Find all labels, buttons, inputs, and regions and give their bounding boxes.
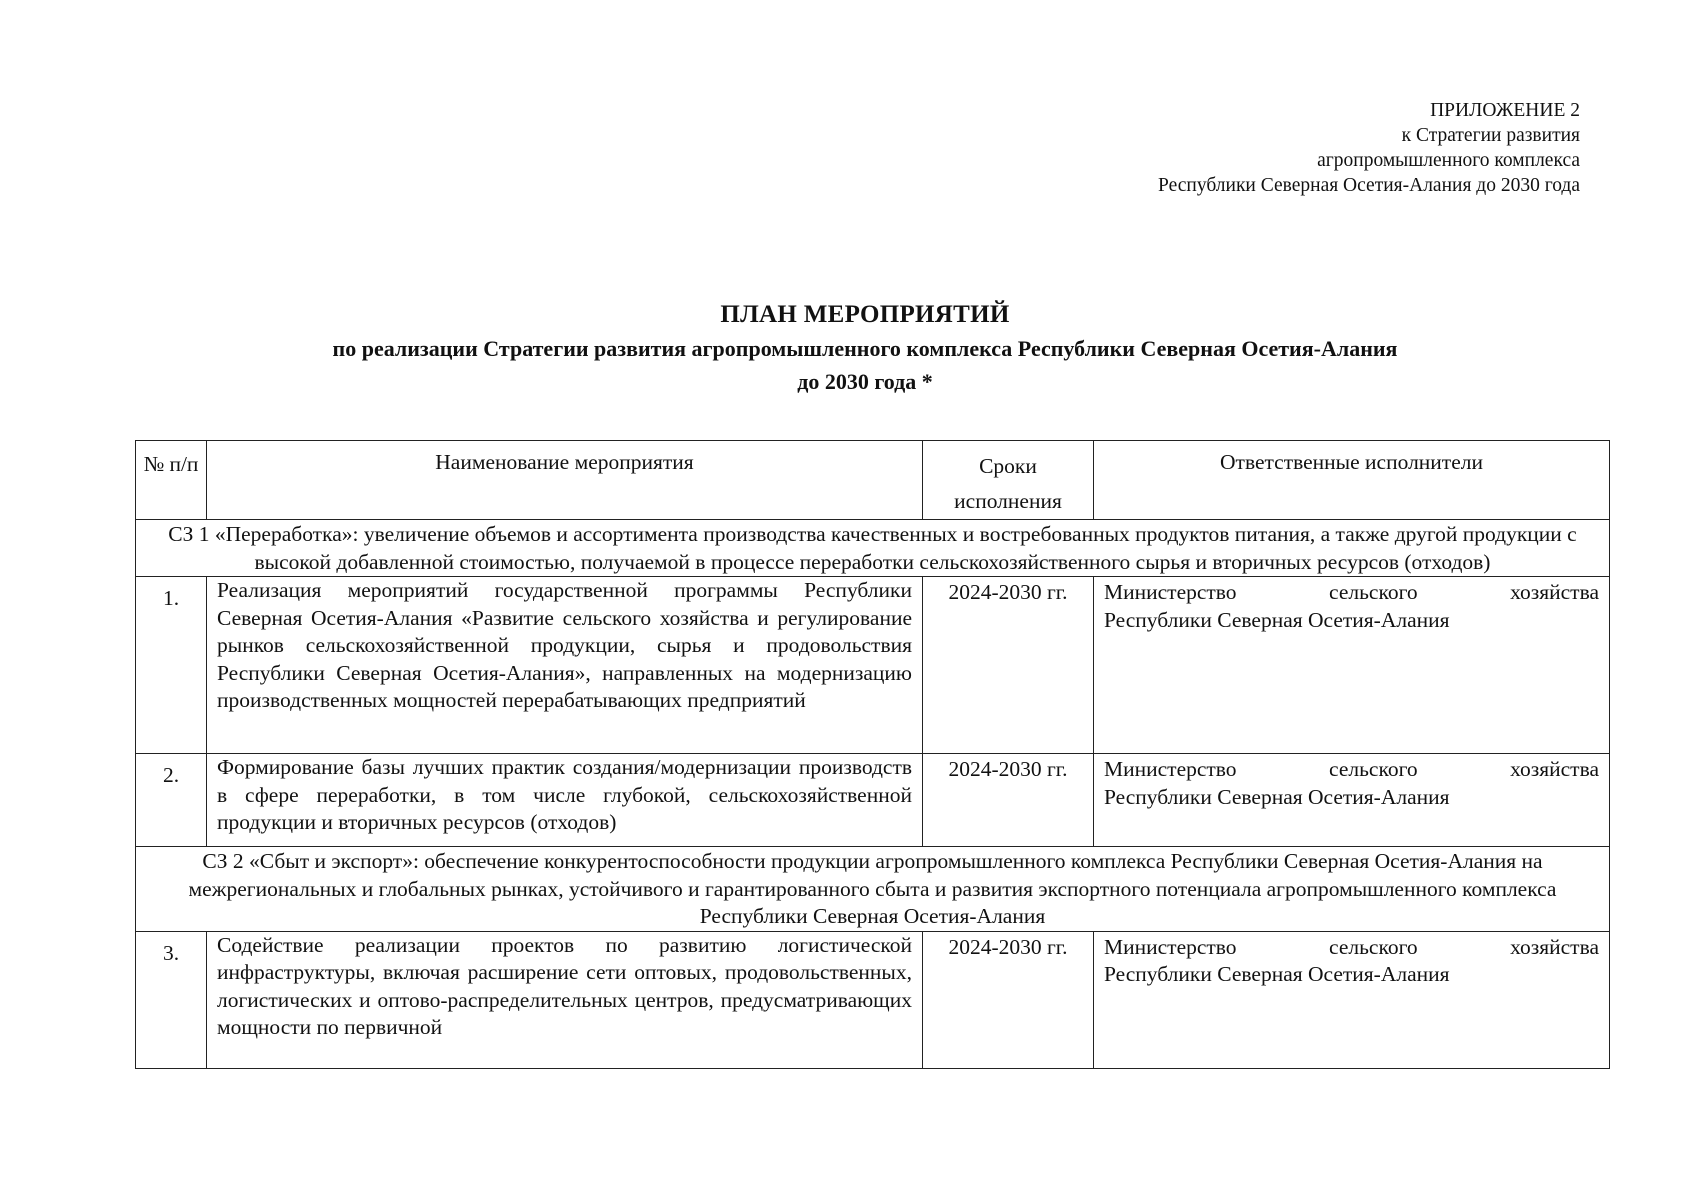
row-activity-name: Формирование базы лучших практик создания/модернизации производств в сфере переработки, в том числе глубокой, сельскохозяйственной продукции и вторичных ресурсов (отходов) [207,754,923,847]
table-row [136,931,1610,1068]
title-main: ПЛАН МЕРОПРИЯТИЙ [720,301,1010,328]
header-num: № п/п [136,441,207,520]
header-date: Сроки исполнения [923,441,1094,520]
table-header-row [136,441,1610,520]
section-heading: СЗ 2 «Сбыт и экспорт»: обеспечение конкурентоспособности продукции агропромышленного комплекса Республики Северная Осетия-Алания на межрегиональных и глобальных рынках, устойчивого и гарантированного сбыта и развития экспортного потенциала агропромышленного комплекса Республики Северная Осетия-Алания [136,847,1610,932]
appendix-line-3: агропромышленного комплекса [1317,150,1580,171]
appendix-line-4: Республики Северная Осетия-Алания до 2030 года [1158,175,1580,196]
section-row [136,520,1610,577]
header-responsible: Ответственные исполнители [1094,441,1610,520]
row-activity-name: Реализация мероприятий государственной программы Республики Северная Осетия-Алания «Развитие сельского хозяйства и регулирование рынков сельскохозяйственной продукции, сырья и продовольствия Республики Северная Осетия-Алания», направленных на модернизацию производственных мощностей перерабатывающих предприятий [207,577,923,754]
row-number: 3. [136,931,207,1068]
responsible-line-1: Министерство сельского хозяйства [1104,580,1599,604]
appendix-line-1: ПРИЛОЖЕНИЕ 2 [1430,100,1580,121]
section-heading: СЗ 1 «Переработка»: увеличение объемов и ассортимента производства качественных и востребованных продуктов питания, а также другой продукции с высокой добавленной стоимостью, получаемой в процессе переработки сельскохозяйственного сырья и вторичных ресурсов (отходов) [136,520,1610,577]
row-responsible [1094,577,1610,754]
row-responsible [1094,931,1610,1068]
title-subtitle-line-2: до 2030 года * [797,369,933,394]
row-number: 1. [136,577,207,754]
responsible-line-1: Министерство сельского хозяйства [1104,934,1599,959]
responsible-line-2: Республики Северная Осетия-Алания [1104,962,1450,986]
header-name: Наименование мероприятия [207,441,923,520]
row-responsible [1094,754,1610,847]
plan-table [135,440,1610,1069]
row-deadline: 2024-2030 гг. [923,754,1094,847]
title-subtitle-line-1: по реализации Стратегии развития агропромышленного комплекса Республики Северная Осетия-Алания [332,336,1398,361]
row-deadline: 2024-2030 гг. [923,931,1094,1068]
appendix-line-2: к Стратегии развития [1401,125,1580,146]
row-deadline: 2024-2030 гг. [923,577,1094,754]
row-number: 2. [136,754,207,847]
table-row [136,754,1610,847]
responsible-line-2: Республики Северная Осетия-Алания [1104,607,1450,632]
row-activity-name: Содействие реализации проектов по развитию логистической инфраструктуры, включая расширение сети оптовых, продовольственных, логистических и оптово-распределительных центров, предусматривающих мощности по первичной [207,931,923,1068]
appendix-block [1158,98,1580,198]
responsible-line-2: Республики Северная Осетия-Алания [1104,784,1450,809]
document-title [0,298,1690,398]
section-row [136,847,1610,932]
responsible-line-1: Министерство сельского хозяйства [1104,757,1599,781]
table-row [136,577,1610,754]
